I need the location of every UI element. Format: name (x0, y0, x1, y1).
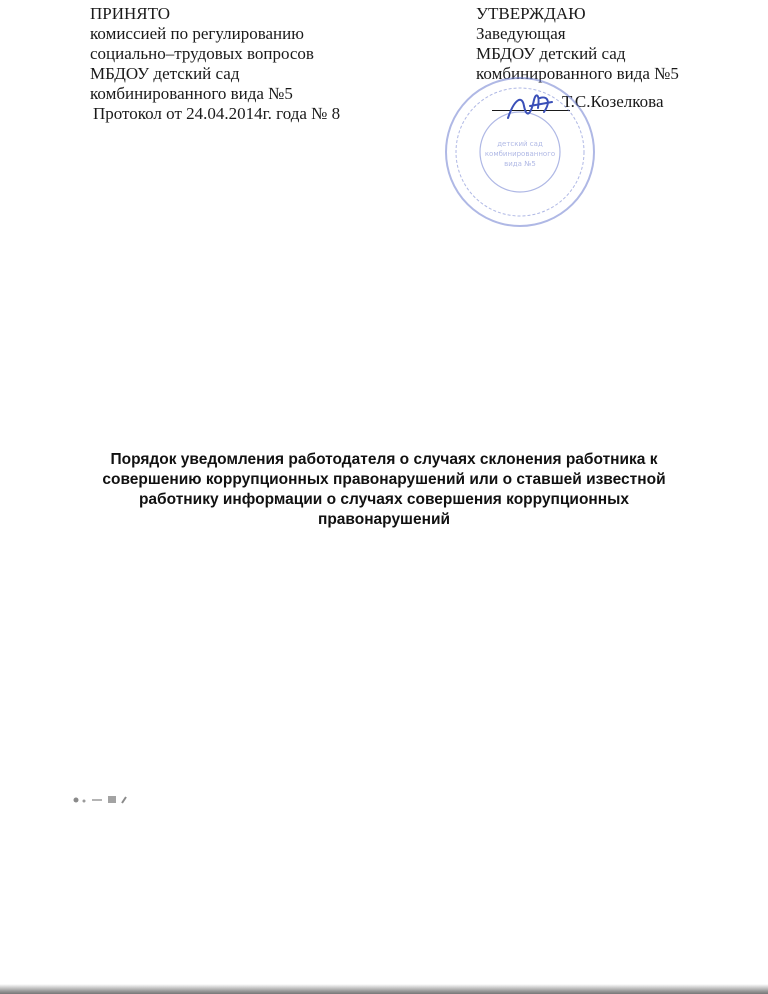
stamp-text: детский сад (497, 140, 543, 148)
scan-bottom-edge (0, 984, 768, 994)
document-title: Порядок уведомления работодателя о случаях склонения работника к совершению коррупционных правонарушений или о ставшей известной работнику информации о случаях совершения коррупционных правонарушений (102, 451, 666, 528)
head-position: Заведующая (476, 24, 566, 43)
commission-line: комиссией по регулированию (90, 24, 304, 43)
organization-line: МБДОУ детский сад (476, 44, 626, 63)
scan-specks (72, 792, 142, 806)
handwritten-signature (500, 88, 560, 124)
protocol-line: Протокол от 24.04.2014г. года № 8 (93, 104, 341, 123)
accepted-block (90, 4, 340, 124)
stamp-text: комбинированного (484, 150, 556, 158)
stamp-text: вида №5 (504, 160, 536, 168)
signer-name: Т.С.Козелкова (562, 92, 664, 111)
accepted-heading: ПРИНЯТО (90, 4, 171, 23)
organization-line: МБДОУ детский сад (90, 64, 240, 83)
commission-line: социально–трудовых вопросов (90, 44, 314, 63)
organization-line: комбинированного вида №5 (476, 64, 679, 83)
organization-line: комбинированного вида №5 (90, 84, 293, 103)
approved-heading: УТВЕРЖДАЮ (476, 4, 586, 23)
